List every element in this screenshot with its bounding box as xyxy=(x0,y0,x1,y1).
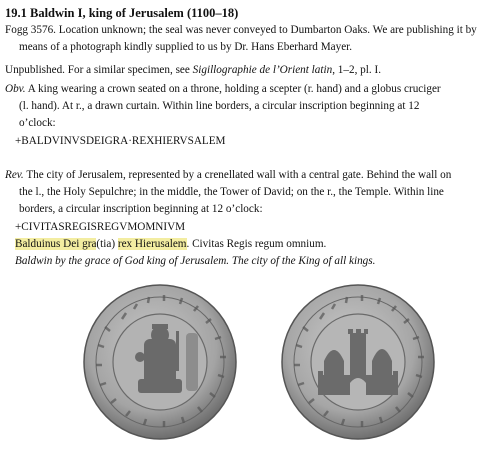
reverse-seal-image xyxy=(280,283,436,441)
obverse-line-3: o’clock: xyxy=(19,117,56,130)
reverse-seal-svg xyxy=(280,283,436,441)
translation-text: Baldwin by the grace of God king of Jerusalem. The city of the King of all kings. xyxy=(15,255,376,268)
unpublished-paragraph xyxy=(5,62,491,79)
translation xyxy=(5,253,491,270)
reverse-label: Rev. xyxy=(5,169,24,181)
obverse-inscription: +BALDVINVSDEIGRA·REXHIERVSALEM xyxy=(15,134,226,147)
latin-rest: . Civitas Regis regum omnium. xyxy=(186,237,327,250)
fogg-paragraph xyxy=(5,22,491,56)
latin-abbrev: (tia) xyxy=(96,237,118,250)
unpublished-prefix: Unpublished. For a similar specimen, see xyxy=(5,64,193,76)
obverse-line-2: (l. hand). At r., a drawn curtain. Within line borders, a circular inscription beginning at 12 xyxy=(19,100,420,113)
reverse-line-3: borders, a circular inscription beginning at 12 o’clock: xyxy=(19,203,263,216)
obverse-line-1: A king wearing a crown seated on a throne, holding a scepter (r. hand) and a globus cruciger xyxy=(25,83,441,95)
unpublished-reference: Sigillographie de l’Orient latin xyxy=(192,64,333,76)
reverse-line-2: the l., the Holy Sepulchre; in the middle, the Tower of David; on the r., the Temple. Within line xyxy=(19,186,444,199)
obverse-label: Obv. xyxy=(5,83,26,95)
obverse-paragraph xyxy=(5,81,491,150)
reverse-paragraph xyxy=(5,167,491,270)
latin-reading xyxy=(5,236,491,253)
fogg-line-1: Fogg 3576. Location unknown; the seal was never conveyed to Dumbarton Oaks. We are publishing it by xyxy=(5,24,477,36)
obverse-seal-image xyxy=(82,283,238,441)
fogg-text xyxy=(5,22,491,56)
latin-highlight-2: rex Hierusalem xyxy=(117,237,187,250)
obverse-description xyxy=(5,81,491,133)
unpublished-suffix: , 1–2, pl. I. xyxy=(332,64,381,76)
reverse-inscription: +CIVITASREGISREGVMOMNIVM xyxy=(15,220,186,233)
obverse-seal-svg xyxy=(82,283,238,441)
fogg-line-2: means of a photograph kindly supplied to us by Dr. Hans Eberhard Mayer. xyxy=(19,41,353,54)
reverse-description xyxy=(5,167,491,219)
entry-title: 19.1 Baldwin I, king of Jerusalem (1100–18) xyxy=(5,6,239,20)
reverse-line-1: The city of Jerusalem, represented by a crenellated wall with a central gate. Behind the wall on xyxy=(23,169,452,181)
latin-highlight-1: Balduinus Dei gra xyxy=(15,237,97,250)
